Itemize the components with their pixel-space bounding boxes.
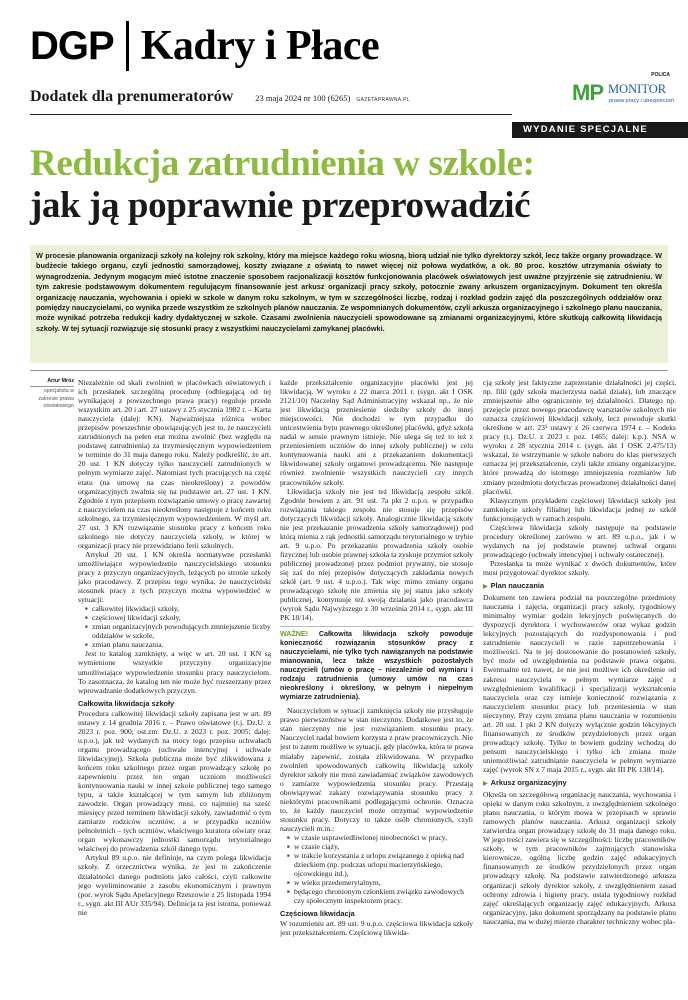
list-item: ■ zmian organizacyjnych powodujących zmniejszenie liczby oddziałów w szkole, bbox=[86, 622, 271, 640]
brand-logo: DGP bbox=[30, 23, 114, 68]
list-item: ■ w trakcie korzystania z urlopu związanego z opieką nad dzieckiem (np. podczas urlopu macierzyńskiego, ojcowskiego itd.), bbox=[288, 851, 473, 878]
masthead-divider bbox=[126, 21, 129, 71]
logo-monitor-text: MONITOR bbox=[608, 82, 667, 96]
author-name: Artur Mróz bbox=[30, 378, 74, 387]
triangle-icon: ▶ bbox=[483, 584, 488, 591]
triangle-icon: ▶ bbox=[483, 781, 488, 788]
paragraph: W rozumieniu art. 89 ust. 9 u.p.o. częściowa likwidacja szkoły jest przekształceniem. Częściową likwida- bbox=[280, 919, 473, 938]
lead-paragraph: W procesie planowania organizacji szkoły na kolejny rok szkolny, który ma miejsce każdego roku wiosną, biorą udział nie tylko dyrektorzy szkół, lecz także organy prowadzące. W budżecie takiego organu, czyli jednostki samorządowej, koszty związane z oświatą to nawet więcej niż połowa wydatków, a ok. 80 proc. kosztów utrzymania oświaty to wynagrodzenia. Jedynym mogącym mieć istotne znaczenie sposobem racjonalizacji kosztów funkcjonowania placówek oświatowych jest uważne przyjrzenie się zatrudnieniu. W tym zakresie podstawowym dokumentem regulującym finansowanie jest arkusz organizacji pracy szkoły, potocznie zwany arkuszem organizacyjnym. Dokument ten określa organizację nauczania, wychowania i opieki w szkole w danym roku szkolnym, w tym w szczególności liczbę, rodzaj i rozkład godzin zajęć dla poszczególnych oddziałów oraz pomiędzy nauczycielami, co wynika przede wszystkim ze szkolnych planów nauczania. Ze wspomnianych dokumentów, czyli arkusza organizacyjnego i szkolnego planu nauczania, może wynikać potrzeba redukcji kadry dydaktycznej w szkole. Czasami zwolnienia nauczycieli spowodowane są zmianami organizacyjnymi, które skutkują całkowitą likwidacją szkoły. W tej sytuacji rozwiązuje się stosunki pracy z wszystkimi nauczycielami zamykanej placówki. bbox=[30, 245, 668, 363]
logo-mp-mark bbox=[572, 80, 603, 106]
paragraph: Dokument ten zawiera podział na poszczególne przedmioty nauczania i zajęcia, organizacji pracy szkoły, tygodniowy minimalny wymiar godzin lekcyjnych poświęcanych do dyspozycji dyrektora i wychowawców oraz wykaz godzin lekcyjnych pozostających do rozdysponowania i pod zatrudnienie nauczycieli w razie zapotrzebowania i możliwości. Na te jej dostosowanie do postanowień szkoły, być może od uwzględnienia na podstawie prawa organu. Ewentualne też nawet, że nie jest możliwe ich określenie od zakresu nauczyciela w pełnym wymiarze zajęć z uwzględnieniem kwalifikacji i specjalizacji wykształcenia nauczyciela oraz czy istnieje konieczność rozwiązania z nauczycielem stosunku pracy lub przeniesienia w stan nieczynny. Przy czym zmiana planu nauczania w rozumieniu art. 20 ust. 1 pkt 2 KN dotyczy wyłącznie godzin lekcyjnych finansowanych ze środków przydzielonych przez organ prowadzący szkołę. Tylko te bowiem godziny wchodzą do pensum nauczycielskiego i tylko ich zmiana może uniemożliwiać zatrudnianie nauczyciela w pełnym wymiarze zajęć (wyrok SN z 7 maja 2015 r., sygn. akt III PK 138/14). bbox=[483, 593, 676, 774]
paragraph: Nauczycielom w sytuacji zamknięcia szkoły nie przysługuje prawo pierwszeństwa w stan nieczynny. Dodatkowe jest to, że stan nieczynny nie jest rozwiązaniem stosunku pracy. Nauczyciel nadal bowiem korzysta z praw pracowniczych. Nie jest to zatem możliwe w sytuacji, gdy placówka, która te prawa miałaby zapewnić, została zlikwidowana. W przypadku zwolnień spowodowanych całkowitą likwidacją szkoły dyrektor szkoły nie musi zawiadamiać związków zawodowych o zamiarze wypowiedzenia stosunku pracy. Przestają obowiązywać zakazy rozwiązywania stosunku pracy z niektórymi pracownikami podlegającymi ochronie. Oznacza to, że każdy nauczyciel może otrzymać wypowiedzenie stosunku pracy. Dotyczy to także osób chronionych, czyli nauczycieli m.in.: bbox=[280, 706, 473, 833]
paragraph: Likwidacja szkoły nie jest też likwidacją zespołu szkół. Zgodnie bowiem z art. 91 ust. 7a pkt 2 u.p.o. w przypadku rozwiązania takiego zespołu nie stosuje się przepisów dotyczących likwidacji szkoły. Analogicznie likwidacją szkoły nie jest przekazanie prowadzenia szkoły samorządowej) pod którą mienia z rąk jednostki samorządu terytorialnego w trybie art. 9 u.p.o. Po przekazaniu prowadzenia szkoły osobie fizycznej lub osobie prawnej szkoła ta zyskuje przymiot szkoły publicznej prowadzonej przez podmiot prywatny, nie stosuje się zaś do niej przepisów dotyczących zakładania nowych szkół (art. 9 ust. 4 u.p.o.). Tak więc mimo zmiany organu prowadzącego szkołę nie zmienia się jej status jako szkoły publicznej, kontynuuje też swoją działania jako pracodawca (wyrok Sądu Najwyższego z 30 września 2014 r., sygn. akt III PK 18/14). bbox=[280, 486, 473, 623]
masthead bbox=[30, 14, 379, 78]
subheading: Całkowita likwidacja szkoły bbox=[78, 698, 175, 708]
subline bbox=[30, 88, 410, 106]
list-item: ■ całkowitej likwidacji szkoły, bbox=[86, 604, 271, 613]
paragraph: każde przekształcenie organizacyjne placówki jest jej likwidacją. W wyroku z 22 marca 2011 r. (sygn. akt I OSK 2121/10) Naczelny Sąd Administracyjny wskazał np., że nie jest likwidacją przeniesienie siedziby szkoły do innej miejscowości. Nie dochodzi w tym przypadku do unicestwienia bytu prawnego określonej placówki, gdyż szkoła nadal w sensie prawnym istnieje. Nie ulega się też to też z przeniesieniem uczniów do innej szkoły publicznej) w celu kontynuowania nauki ani z przekazaniem dokumentacji likwidowanej szkoły organowi prowadzącemu. Nie następuje również zwolnienie wszystkich nauczycieli czy innych pracowników szkoły. bbox=[280, 378, 473, 487]
paragraph: Niezależnie od skali zwolnień w placówkach oświatowych i ich przesłanek szczególną procedurę (odbiegającą od tej wynikającej z powszechnego prawa pracy) reguluje przede wszystkim art. 20 i art. 27 ustawy z 25 stycznia 1982 r. – Karta nauczyciela (dalej: KN). Najważniejsza różnica wobec przepisów powszechnie obowiązujących jest to, że nauczycieli zatrudnionych na pełen etat można zwolnić (bez względu na podstawę zatrudnienia) za trzymiesięcznym wypowiedzeniem w terminie do 31 maja danego roku. Należy podkreślić, że art. 20 ust. 1 KN dotyczy tylko nauczycieli zatrudnionych w pełnym wymiarze zajęć. Natomiast tych pracujących na część etatu (na umowę na czas nieokreślony) z powodów organizacyjnych zwalnia się na podstawie art. 27 ust. 1 KN. Zgodnie z tym przepisem rozwiązanie umowy o pracę zawartej z nauczycielem na czas nieokreślony następuje z końcem roku szkolnego, za trzymiesięcznym wypowiedzeniem. W myśl art. 27 ust. 3 KN rozwiązanie stosunku pracy z końcem roku szkolnego nie dotyczy nauczyciela szkoły, w której w organizacji pracy nie przewidziano ferii szkolnych. bbox=[78, 378, 271, 550]
list-item: ■ częściowej likwidacji szkoły, bbox=[86, 613, 271, 622]
paragraph: Klasycznym przykładem częściowej likwidacji szkoły jest zamknięcie szkoły filialnej lub likwidacja jednej ze szkół funkcjonujących w ramach zespołu. bbox=[483, 495, 676, 523]
paragraph: Procedura całkowitej likwidacji szkoły zapisana jest w art. 89 ustawy z 14 grudnia 2016 r. – Prawo oświatowe (t.j. Dz.U. z 2023 r. poz. 900; ost.zm. Dz.U. z 2023 r. poz. 2005; dalej: u.p.o.), jak też wydanych na mocy tego przepisu uchwałach organu prowadzącego (uchwale intencyjnej i uchwale likwidacyjnej). Szkoła publiczna może być zlikwidowana z końcem roku szkolnego przez organ prowadzący szkołę po zapewnieniu przez ten organ uczniom możliwości kontynuowania nauki w innej szkole publicznej tego samego typu, a także kształcącej w tym samym lub zbliżonym zawodzie. Organ prowadzący musi, co najmniej na sześć miesięcy przed terminem likwidacji szkoły, zawiadomić o tym zamiarze rodziców uczniów, a w przypadku uczniów pełnoletnich – tych uczniów, właściwego kuratora oświaty oraz organ wykonawczy jednostki samorządu terytorialnego właściwej do prowadzenia szkół danego typu. bbox=[78, 708, 271, 854]
site-link[interactable]: GAZETAPRAWNA.PL bbox=[356, 97, 410, 103]
paragraph: Określa on szczegółową organizację nauczania, wychowania i opieki w danym roku szkolnym, z uwzględnieniem szkolnego planu nauczania, o którym mowa w przepisach w sprawie ramowych planów nauczania. Arkusz organizacji szkoły zatwierdza organ prowadzący szkołę do 31 maja danego roku. W jego treści zawiera się w szczególności: liczbę pracowników szkoły, w tym pracowników zajmujących stanowiska kierownicze, ogólną liczbę godzin zajęć edukacyjnych finansowanych ze środków przydzielonych przez organ prowadzący szkołę. Na podstawie zatwierdzonego arkusza organizacji szkoły dyrektor szkoły, z uwzględnieniem zasad ochrony zdrowia i higieny pracy, ustala tygodniowy rozkład zajęć określających organizację zajęć edukacyjnych. Arkusz organizacyjny, jako dokument sporządzany na podstawie planu nauczania, ma w dużej mierze charakter techniczny wobec pla- bbox=[483, 790, 676, 926]
subheading bbox=[483, 581, 676, 592]
edition-badge: WYDANIE SPECJALNE bbox=[512, 122, 688, 138]
paragraph: Częściowa likwidacja szkoły następuje na podstawie procedury określonej zarówno w art. 89 u.p.o., jak i w wydanych na jej podstawie prawnej uchwał organu prowadzącego (uchwały intencyjnej i uchwały ostatecznej). bbox=[483, 522, 676, 559]
important-box bbox=[280, 626, 473, 702]
bullet-list bbox=[288, 833, 473, 905]
subheading bbox=[483, 778, 676, 789]
paragraph: Jest to katalog zamknięty, a więc w art. 20 ust. 1 KN są wymienione wszystkie przyczyny organizacyjne umożliwiające wypowiedzenie stosunku pracy nauczycielom. To zasoznacza, że katalog ten nie może być rozszerzany przez wprowadzanie dodatkowych przyczyn. bbox=[78, 649, 271, 695]
article-column-3 bbox=[483, 378, 676, 996]
header-rule bbox=[30, 114, 512, 115]
article-column-1 bbox=[78, 378, 271, 996]
list-item: ■ zmian planu nauczania. bbox=[86, 640, 271, 649]
logo-tagline: prawa pracy i ubezpieczeń bbox=[609, 98, 675, 104]
supplement-label: Dodatek dla prenumeratorów bbox=[30, 88, 234, 105]
monitor-logo bbox=[568, 72, 678, 118]
logo-mp-text: MP bbox=[572, 80, 603, 105]
list-item: ■ będącego chronionym członkiem związku zawodowych czy społecznym inspektorem pracy. bbox=[288, 887, 473, 905]
paragraph: Artykuł 20 ust. 1 KN określa normatywne przesłanki umożliwiające wypowiedzenie nauczycielskiego stosunku pracy z przyczyn organizacyjnych, leżących po stronie szkoły jako pracodawcy. Z przepisu tego wynika, że nauczycielski stosunek pracy z tych przyczyn można wypowiedzieć w sytuacji: bbox=[78, 549, 271, 605]
important-text: Całkowita likwidacja szkoły powoduje konieczność rozwiązania stosunków pracy z nauczycielami, nie tylko tych nawiązanych na podstawie mianowania, lecz także wszystkich pozostałych nauczycieli (umów o pracę – niezależnie od wymiaru i rodzaju zatrudnienia (umowy umów na czas nieokreślony i określony, w pełnym i niepełnym wymiarze zatrudnienia). bbox=[280, 630, 473, 702]
paragraph: Artykuł 89 u.p.o. nie definiuje, na czym polega likwidacja szkoły. Z orzecznictwa wynika, że jest to zakończenie działalności danego podmiotu jako całości, czyli całkowite jego wyeliminowanie z zasobu ekonomicznym i prawnym (por. wyrok Sądu Apelacyjnego Rzeszowie z 25 listopada 1994 r., sygn. akt III AUr 335/94). Definicja ta jest istotna, ponieważ nie bbox=[78, 853, 271, 917]
subheading-text: Arkusz organizacyjny bbox=[490, 778, 567, 788]
lead-rule bbox=[30, 370, 668, 371]
subheading-text: Plan nauczania bbox=[490, 581, 545, 591]
bullet-list bbox=[86, 604, 271, 649]
paragraph: cją szkoły jest faktyczne zaprzestanie działalności jej części, np. filii (gdy szkoła macierzysta nadal działa), lub znaczące zmniejszenie albo ograniczenie tej działalności. Dlatego np. przejęcie przez nowego pracodawcę warsztatów szkolnych nie oznacza częściowej likwidacji szkoły, lecz powoduje skutki określone w art. 23¹ ustawy z 26 czerwca 1974 r. – Kodeks pracy (t.j. Dz.U. z 2023 r. poz. 1465; dalej: k.p.). NSA w wyroku z 28 stycznia 2014 r. (sygn. akt I OSK 2.475/13) wskazał, że wstrzymanie w szkole naboru do klas pierwszych oznacza jej przekształcenie, czyli także zmiany organizacyjne, które prowadzą do istotnego zmniejszenia rozmiarów lub zmiany przedmiotu dotychczas prowadzonej działalności danej placówki. bbox=[483, 378, 676, 496]
paragraph: Przesłanka ta może wynikać z dwóch dokumentów, które musi przygotować dyrektor szkoły. bbox=[483, 558, 676, 577]
subheading: Częściowa likwidacja bbox=[280, 909, 355, 919]
headline-line-2: jak ją poprawnie przeprowadzić bbox=[30, 185, 531, 226]
section-title: Kadry i Płace bbox=[140, 23, 380, 69]
issue-info: 23 maja 2024 nr 100 (6265) bbox=[255, 93, 351, 103]
article-column-2 bbox=[280, 378, 473, 996]
author-role: specjalista w zakresie prawa oświatowego bbox=[38, 388, 74, 410]
author-byline bbox=[30, 378, 74, 411]
list-item: ■ w czasie ciąży, bbox=[288, 842, 473, 851]
logo-polica-text: POLICA bbox=[651, 72, 670, 78]
list-item: ■ w czasie usprawiedliwionej nieobecności w pracy, bbox=[288, 833, 473, 842]
headline-line-1: Redukcja zatrudnienia w szkole: bbox=[30, 143, 535, 184]
list-item: ■ w wieku przedemerytalnym, bbox=[288, 878, 473, 887]
important-label: WAŻNE! bbox=[280, 630, 308, 639]
